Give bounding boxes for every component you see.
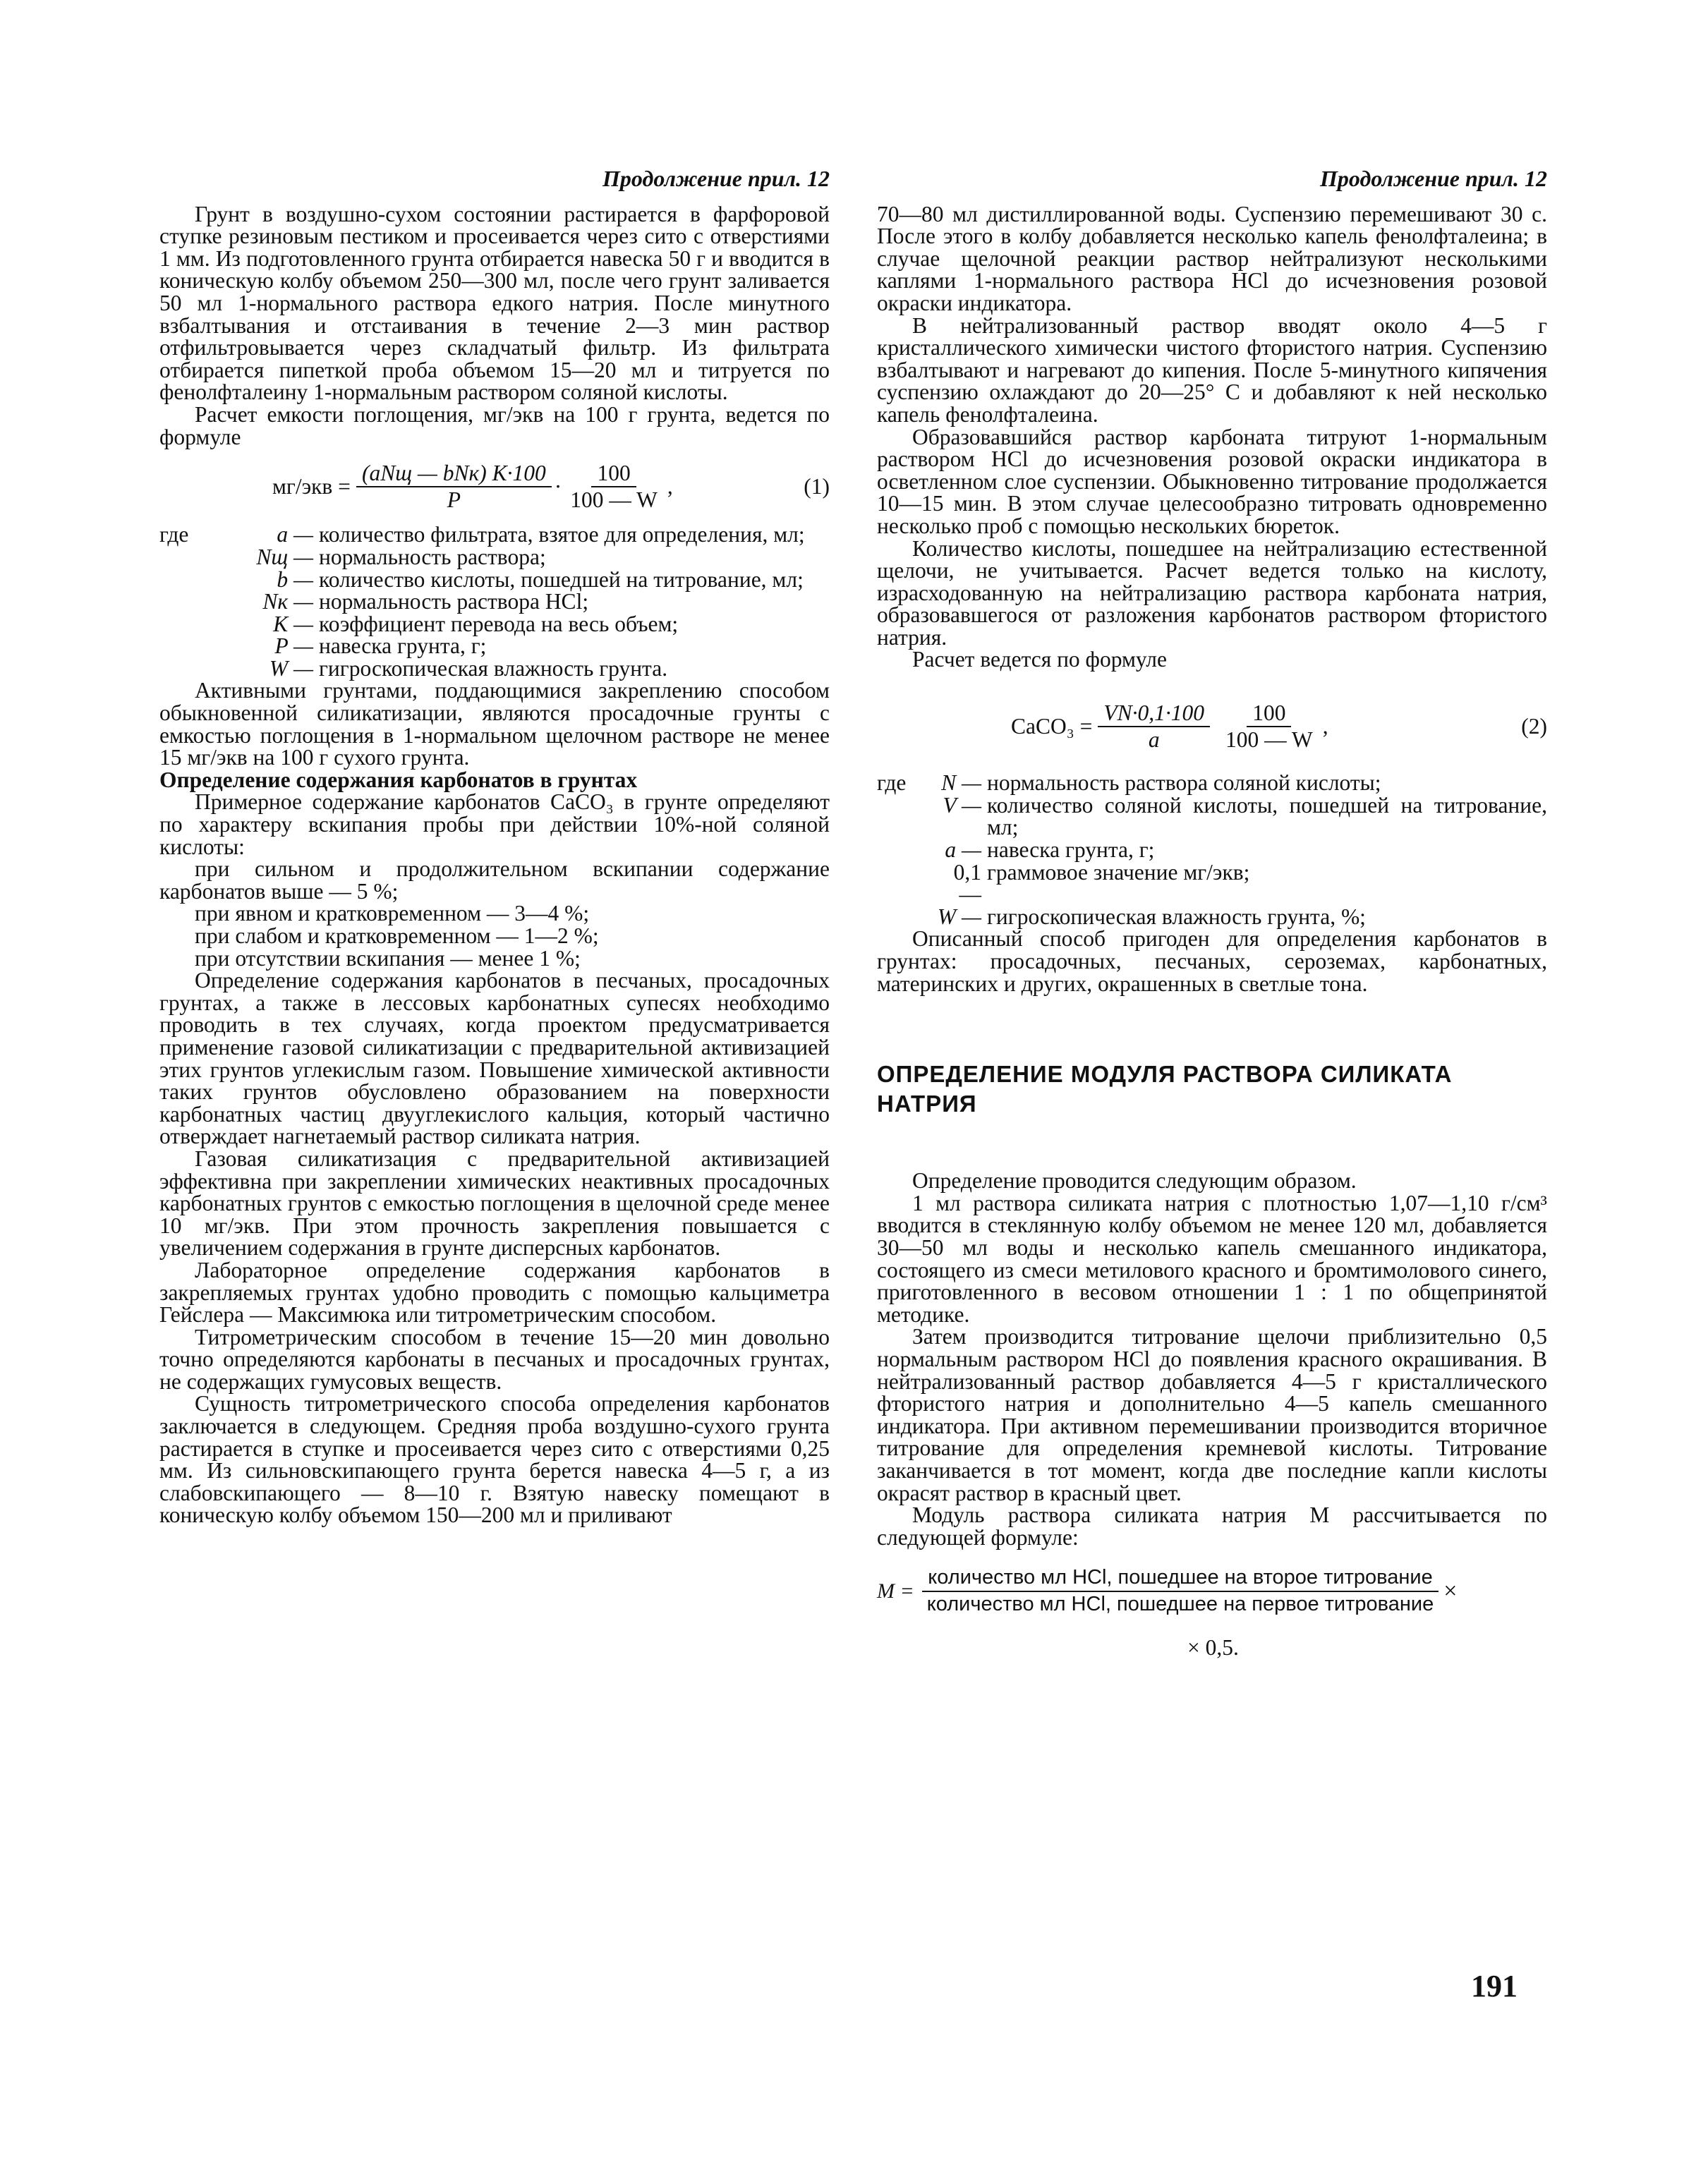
where-label: где <box>159 522 189 547</box>
fraction <box>921 1567 1440 1615</box>
paragraph: Примерное содержание карбонатов CaCO₃ в грунте определяют по характеру вскипания пробы при действии 10%-ной соляной кислоты: <box>159 789 830 859</box>
denominator: количество мл HCl, пошедшее на первое титрование <box>926 1592 1434 1615</box>
list-item: при слабом и кратковременном — 1—2 %; <box>195 923 599 948</box>
where-label: где <box>877 770 907 796</box>
right-column <box>877 168 1547 1659</box>
formula-lhs: CaCO₃ = <box>1011 713 1093 739</box>
list-item: при отсутствии вскипания — менее 1 %; <box>195 945 581 971</box>
formula-1-legend <box>159 523 830 679</box>
paragraph: Количество кислоты, пошедшее на нейтрализацию естественной щелочи, не учитывается. Расчет ведется только на кислоту, израсходованную на нейтрализацию раствора карбоната натрия, образовавшегося от разложения карбонатов раствором фтористого натрия. <box>877 535 1547 650</box>
denominator: 100 — W <box>570 487 658 512</box>
subsection-heading: Определение содержания карбонатов в грунтах <box>159 767 638 792</box>
legend-description: навеска грунта, г; <box>319 633 487 659</box>
numerator: 100 <box>1247 702 1291 727</box>
legend-symbol: W — <box>937 904 981 929</box>
numerator: количество мл HCl, пошедшее на второе титрование <box>922 1567 1438 1592</box>
legend-symbol: b — <box>277 566 313 592</box>
formula-3-tail: × 0,5. <box>1187 1635 1239 1661</box>
formula-lhs: мг/экв = <box>272 473 351 499</box>
paragraph: Описанный способ пригоден для определения карбонатов в грунтах: просадочных, песчаных, сероземах, карбонатных, материнских и других, окрашенных в светлые тона. <box>877 926 1547 996</box>
numerator: 100 <box>591 462 636 487</box>
paragraph: Лабораторное определение содержания карбонатов в закрепляемых грунтах удобно проводить с помощью кальциметра Гейслера — Максимюка или титрометрическим способом. <box>159 1257 830 1328</box>
legend-description: количество соляной кислоты, пошедшей на титрование, мл; <box>987 792 1547 840</box>
formula-2 <box>877 702 1547 751</box>
denominator: P <box>447 487 461 512</box>
legend-description: количество фильтрата, взятое для определения, мл; <box>319 522 805 547</box>
formula-2-legend <box>877 772 1547 928</box>
legend-symbol: Nщ — <box>256 544 313 569</box>
paragraph: Активными грунтами, поддающимися закреплению способом обыкновенной силикатизации, являются просадочные грунты с емкостью поглощения в 1-нормальном щелочном растворе не менее 15 мг/экв на 100 г сухого грунта. <box>159 678 830 770</box>
section-title: ОПРЕДЕЛЕНИЕ МОДУЛЯ РАСТВОРА СИЛИКАТА НАТРИЯ <box>877 1061 1453 1117</box>
legend-symbol: P — <box>274 633 313 659</box>
punctuation: , <box>667 473 673 499</box>
legend-symbol: a — <box>277 522 313 547</box>
left-column <box>159 168 830 1526</box>
paragraph: Газовая силикатизация с предварительной активизацией эффективна при закреплении химических неактивных просадочных карбонатных грунтов с емкостью поглощения в щелочной среде менее 10 мг/экв. При этом прочность закрепления повышается с увеличением содержания в грунте дисперсных карбонатов. <box>159 1146 830 1261</box>
running-head-right: Продолжение прил. 12 <box>1320 166 1547 191</box>
legend-description: коэффициент перевода на весь объем; <box>319 611 679 636</box>
fraction <box>564 462 663 511</box>
formula-3 <box>877 1567 1547 1615</box>
operator: × <box>1443 1578 1458 1605</box>
legend-description: количество кислоты, пошедшей на титрование, мл; <box>319 566 804 592</box>
numerator: (aNщ — bNк) K·100 <box>356 462 552 487</box>
paragraph: Расчет емкости поглощения, мг/экв на 100 г грунта, ведется по формуле <box>159 401 830 449</box>
paragraph: Определение проводится следующим образом. <box>912 1168 1357 1194</box>
paragraph: Затем производится титрование щелочи приблизительно 0,5 нормальным раствором HCl до появления красного окрашивания. В нейтрализованный раствор добавляется 4—5 г кристаллического фтористого натрия и дополнительно 4—5 капель смешанного индикатора. При активном перемешивании производится вторичное титрование для определения кремневой кислоты. Титрование заканчивается в тот момент, когда две последние капли кислоты окрасят раствор в красный цвет. <box>877 1324 1547 1505</box>
legend-description: граммовое значение мг/экв; <box>987 859 1250 885</box>
fraction <box>1220 702 1319 751</box>
paragraph: Модуль раствора силиката натрия M рассчитывается по следующей формуле: <box>877 1503 1547 1550</box>
list-item: при явном и кратковременном — 3—4 %; <box>195 901 590 926</box>
formula-lhs: M = <box>877 1579 914 1603</box>
legend-description: гигроскопическая влажность грунта, %; <box>987 904 1366 929</box>
denominator: a <box>1148 727 1160 752</box>
equation-number: (2) <box>1521 713 1547 739</box>
numerator: VN·0,1·100 <box>1098 702 1210 727</box>
equation-number: (1) <box>804 473 830 499</box>
legend-symbol: a — <box>945 837 981 863</box>
legend-description: нормальность раствора соляной кислоты; <box>987 770 1381 796</box>
paragraph: Грунт в воздушно-сухом состоянии растирается в фарфоровой ступке резиновым пестиком и просеивается через сито с отверстиями 1 мм. Из подготовленного грунта отбирается навеска 50 г и вводится в коническую колбу объемом 250—300 мл, после чего грунт заливается 50 мл 1-нормального раствора едкого натрия. После минутного взбалтывания и отстаивания в течение 2—3 мин раствор отфильтровывается через складчатый фильтр. Из фильтрата отбирается пипеткой проба объемом 15—20 мл и титруется по фенолфталеину 1-нормальным раствором соляной кислоты. <box>159 201 830 405</box>
legend-symbol: 0,1 — <box>953 859 981 907</box>
legend-symbol: K — <box>273 611 313 636</box>
paragraph: 70—80 мл дистиллированной воды. Суспензию перемешивают 30 с. После этого в колбу добавляется несколько капель фенолфталеина; в случае щелочной реакции раствор нейтрализуют несколькими каплями 1-нормального раствора HCl до исчезновения розовой окраски индикатора. <box>877 201 1547 315</box>
fraction <box>356 462 552 511</box>
legend-symbol: W — <box>269 655 313 681</box>
paragraph: 1 мл раствора силиката натрия с плотностью 1,07—1,10 г/см³ вводится в стеклянную колбу объемом не менее 120 мл, добавляется 30—50 мл воды и несколько капель смешанного индикатора, состоящего из смеси метилового красного и бромтимолового синего, приготовленного в весовом отношении 1 : 1 по общепринятой методике. <box>877 1190 1547 1327</box>
paragraph: Определение содержания карбонатов в песчаных, просадочных грунтах, а также в лессовых карбонатных супесях необходимо проводить в тех случаях, когда проектом предусматривается применение газовой силикатизации с предварительной активизацией этих грунтов углекислым газом. Повышение химической активности таких грунтов обусловлено образованием на поверхности карбонатных частиц двууглекислого кальция, который частично отверждает нагнетаемый раствор силиката натрия. <box>159 968 830 1149</box>
fraction <box>1098 702 1210 751</box>
legend-symbol: Nк — <box>262 589 313 614</box>
denominator: 100 — W <box>1225 727 1313 752</box>
legend-description: навеска грунта, г; <box>987 837 1155 863</box>
paragraph: Титрометрическим способом в течение 15—20 мин довольно точно определяются карбонаты в песчаных и просадочных грунтах, не содержащих гумусовых веществ. <box>159 1324 830 1394</box>
paragraph: Сущность титрометрического способа определения карбонатов заключается в следующем. Средняя проба воздушно-сухого грунта растирается в ступке и просеивается через сито с отверстиями 0,25 мм. Из сильновскипающего грунта берется навеска 4—5 г, а из слабовскипающего — 8—10 г. Взятую навеску помещают в коническую колбу объемом 150—200 мл и приливают <box>159 1391 830 1528</box>
paragraph: В нейтрализованный раствор вводят около 4—5 г кристаллического химически чистого фтористого натрия. Суспензию взбалтывают и нагревают до кипения. После 5-минутного кипячения суспензию охлаждают до 20—25° С и добавляют к ней несколько капель фенолфталеина. <box>877 312 1547 427</box>
legend-description: гигроскопическая влажность грунта. <box>319 655 668 681</box>
legend-description: нормальность раствора HCl; <box>319 589 589 614</box>
punctuation: , <box>1322 713 1328 739</box>
paragraph: Образовавшийся раствор карбоната титруют 1-нормальным раствором HCl до исчезновения розовой окраски индикатора в осветленном слое суспензии. Обыкновенно титрование продолжается 10—15 мин. В этом случае целесообразно титровать одновременно несколько проб с помощью нескольких бюреток. <box>877 424 1547 538</box>
legend-symbol: N — <box>941 770 981 796</box>
page-number: 191 <box>1471 1969 1518 2003</box>
legend-symbol: V — <box>943 792 981 818</box>
legend-description: нормальность раствора; <box>319 544 546 569</box>
running-head-left: Продолжение прил. 12 <box>602 166 830 191</box>
formula-1 <box>159 462 830 511</box>
operator: · <box>554 473 562 499</box>
list-item: при сильном и продолжительном вскипании содержание карбонатов выше — 5 %; <box>159 856 830 904</box>
paragraph: Расчет ведется по формуле <box>912 647 1167 672</box>
